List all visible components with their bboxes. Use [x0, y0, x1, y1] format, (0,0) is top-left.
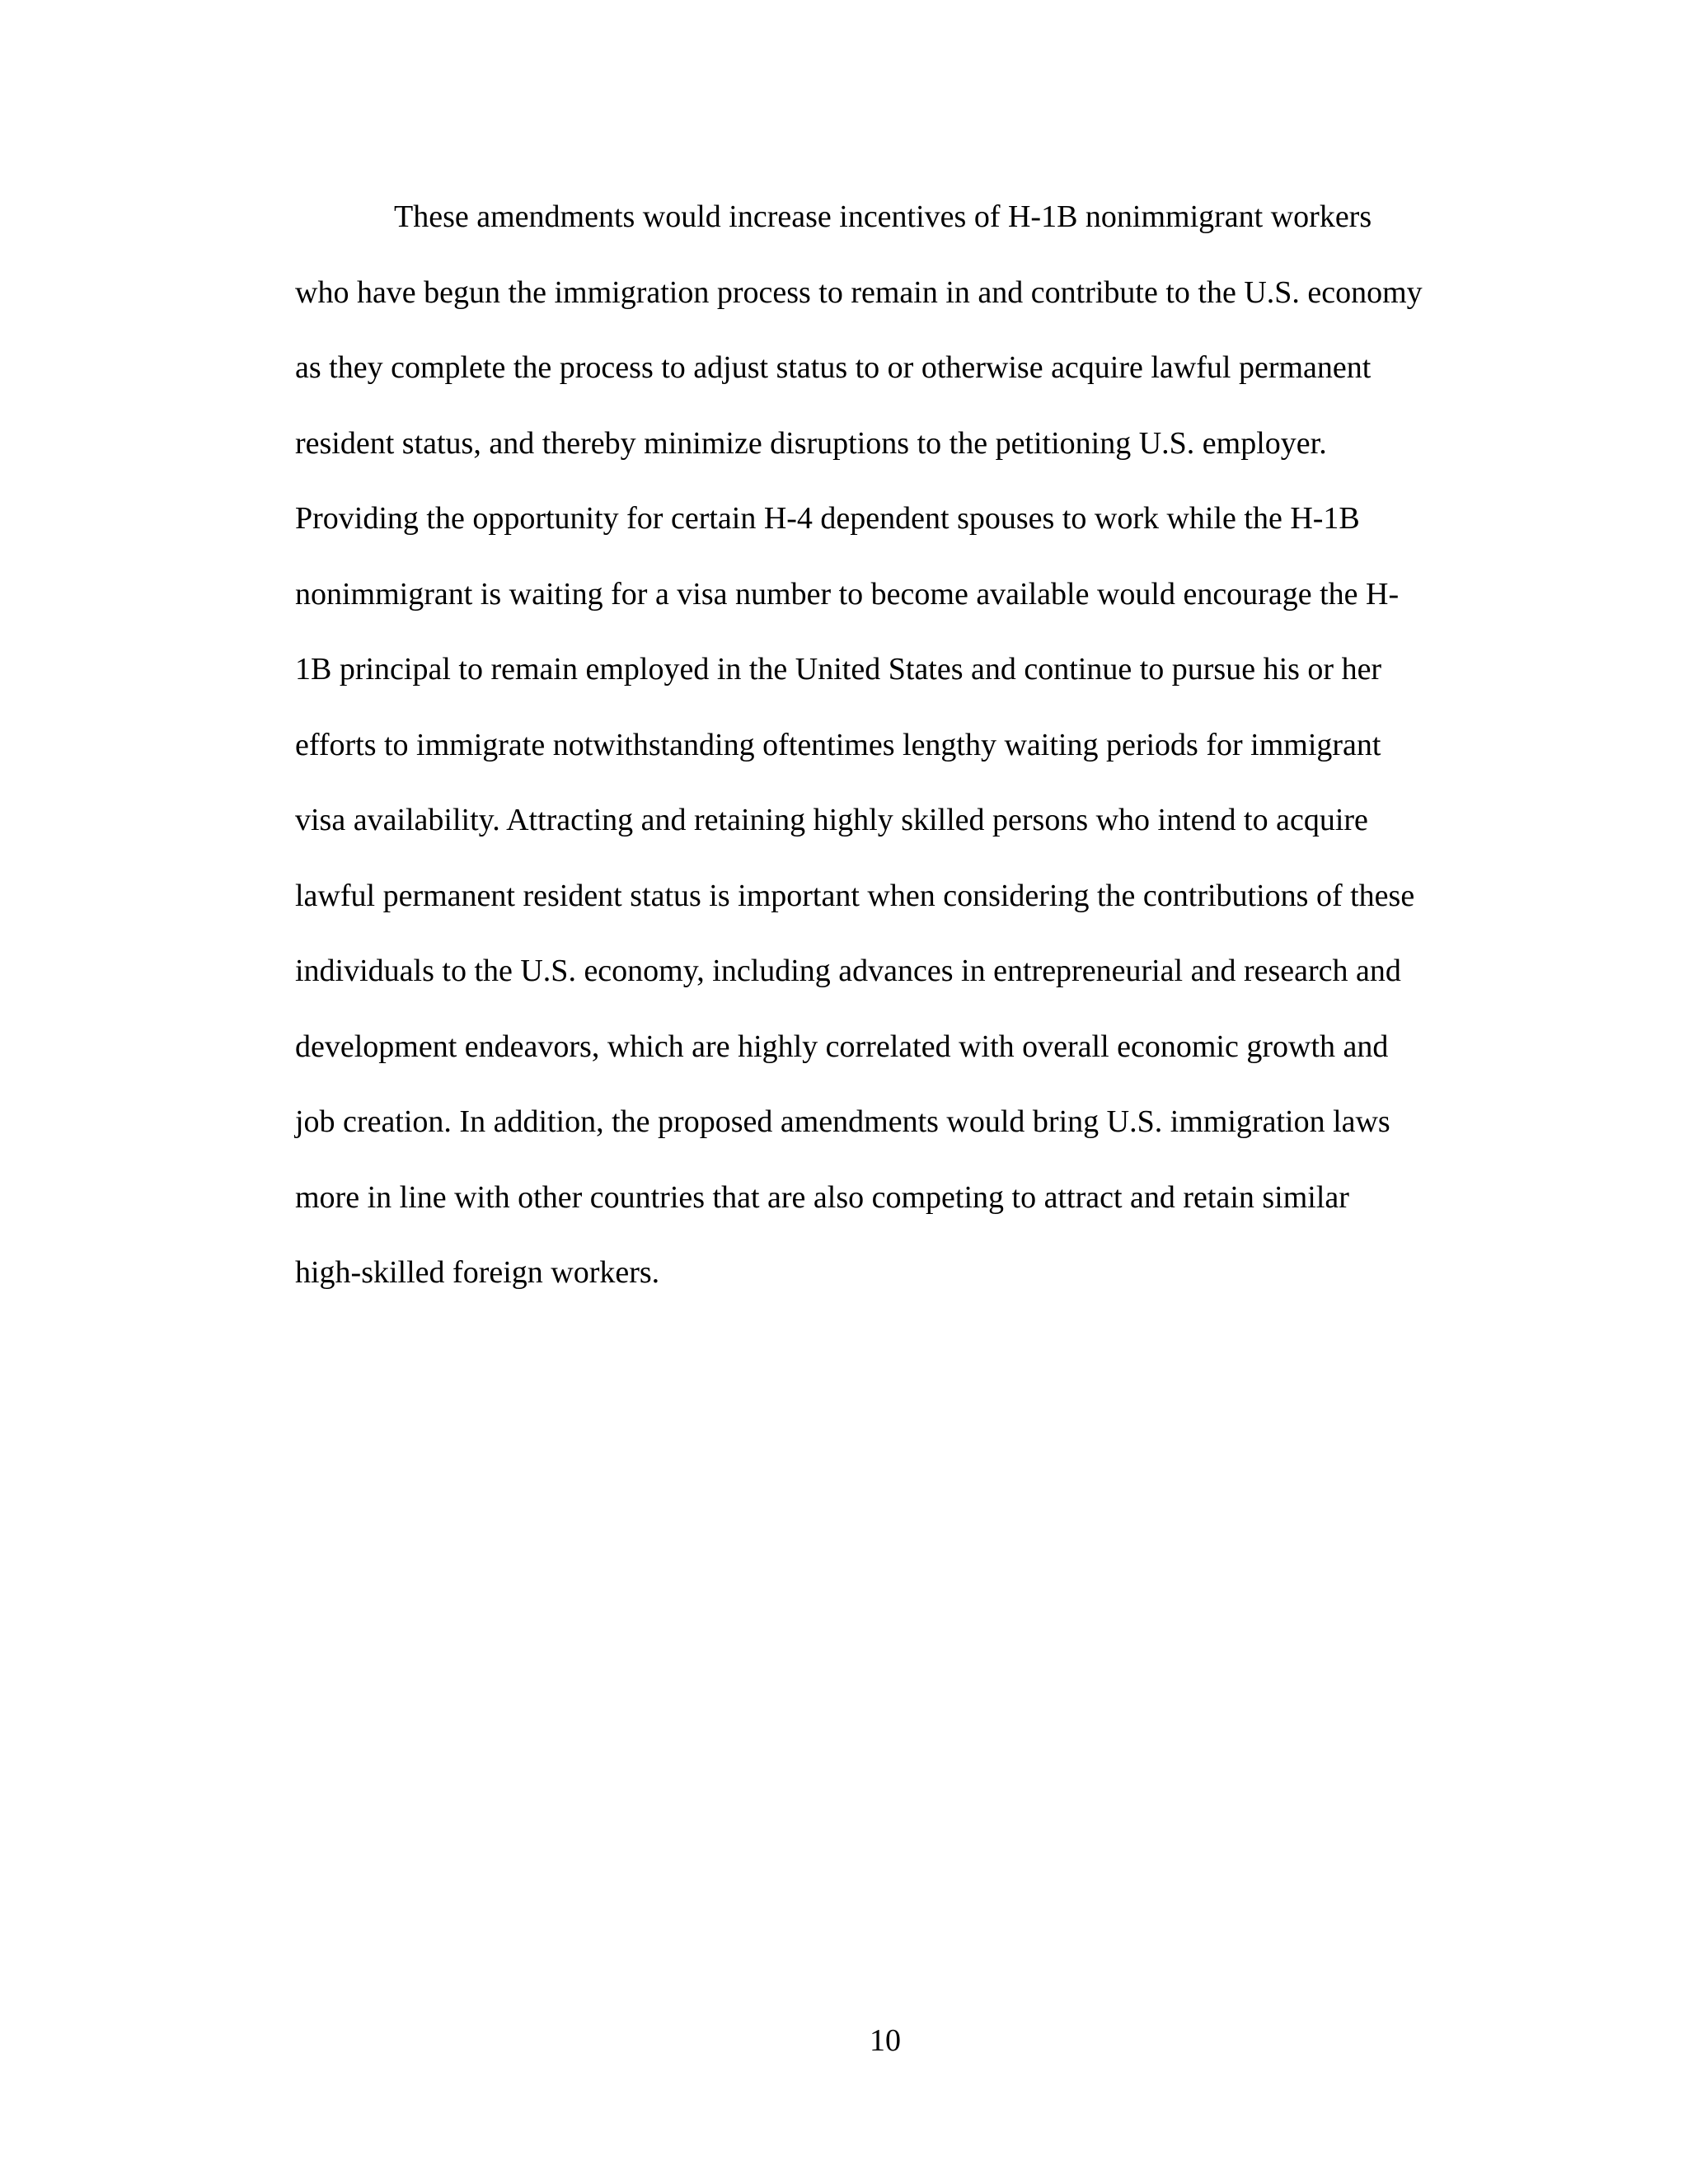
paragraph-line: nonimmigrant is waiting for a visa number to become available would encourage the H-	[295, 576, 1400, 612]
paragraph-line: visa availability. Attracting and retaining highly skilled persons who intend to acquire	[295, 803, 1368, 837]
paragraph-line: who have begun the immigration process to remain in and contribute to the U.S. economy	[295, 274, 1423, 310]
paragraph-line: Providing the opportunity for certain H-4 dependent spouses to work while the H-1B	[295, 501, 1360, 536]
page-number: 10	[870, 2023, 901, 2058]
paragraph-line: These amendments would increase incentives of H-1B nonimmigrant workers	[394, 199, 1372, 234]
body-paragraph	[295, 190, 1482, 1321]
paragraph-line: more in line with other countries that are also competing to attract and retain similar	[295, 1179, 1349, 1215]
paragraph-line: development endeavors, which are highly correlated with overall economic growth and	[295, 1029, 1389, 1064]
paragraph-line: resident status, and thereby minimize disruptions to the petitioning U.S. employer.	[295, 425, 1327, 461]
paragraph-line: as they complete the process to adjust status to or otherwise acquire lawful permanent	[295, 350, 1372, 385]
paragraph-line: job creation. In addition, the proposed amendments would bring U.S. immigration laws	[295, 1104, 1390, 1139]
paragraph-line: high-skilled foreign workers.	[295, 1255, 660, 1290]
paragraph-line: individuals to the U.S. economy, including advances in entrepreneurial and research and	[295, 954, 1401, 988]
paragraph-line: efforts to immigrate notwithstanding oftentimes lengthy waiting periods for immigrant	[295, 727, 1381, 762]
paragraph-line: lawful permanent resident status is important when considering the contributions of these	[295, 878, 1415, 913]
paragraph-line: 1B principal to remain employed in the United States and continue to pursue his or her	[295, 652, 1382, 687]
